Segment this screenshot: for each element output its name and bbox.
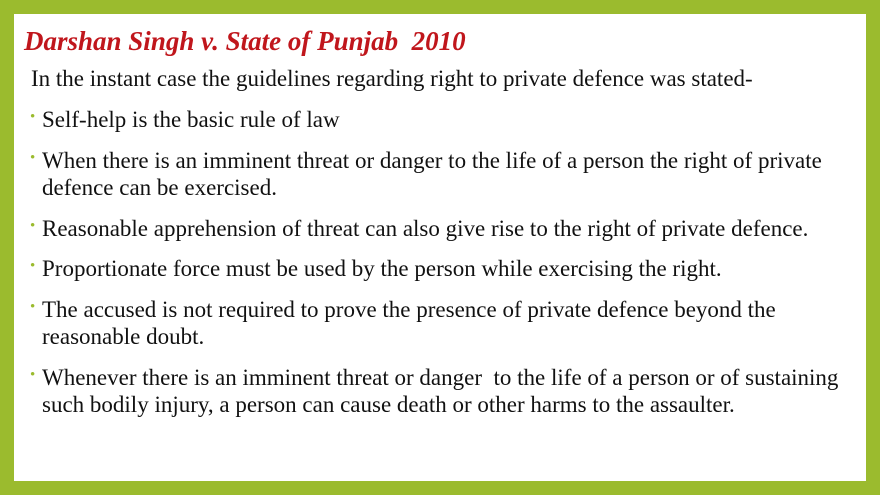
bullet-text: The accused is not required to prove the presence of private defence beyond the reasonable doubt. [42, 296, 782, 349]
bullet-icon: • [30, 109, 36, 125]
bullet-icon: • [30, 217, 36, 234]
bullet-text: Reasonable apprehension of threat can also give rise to the right of private defence. [42, 215, 809, 241]
bullet-item [30, 147, 840, 202]
bullet-item [30, 255, 840, 283]
bullet-icon: • [30, 298, 36, 315]
bullet-icon: • [30, 366, 36, 383]
bullet-item [30, 106, 840, 134]
bullet-text: Whenever there is an imminent threat or danger to the life of a person or of sustaining such bodily injury, a person can cause death or other harms to the assaulter. [42, 364, 845, 417]
bullet-text: Self-help is the basic rule of law [42, 107, 340, 132]
bullet-icon: • [30, 258, 36, 274]
bullet-item [30, 296, 840, 351]
bullet-item [30, 215, 840, 243]
slide-title: Darshan Singh v. State of Punjab 2010 [24, 26, 466, 56]
slide-content [14, 14, 866, 481]
bullet-icon: • [30, 149, 36, 166]
bullet-text: Proportionate force must be used by the person while exercising the right. [42, 256, 722, 281]
bullet-item [30, 364, 845, 419]
intro-text: In the instant case the guidelines regarding right to private defence was stated- [31, 66, 753, 91]
bullet-list [30, 106, 845, 432]
bullet-text: When there is an imminent threat or danger to the life of a person the right of private defence can be exercised. [42, 147, 828, 200]
